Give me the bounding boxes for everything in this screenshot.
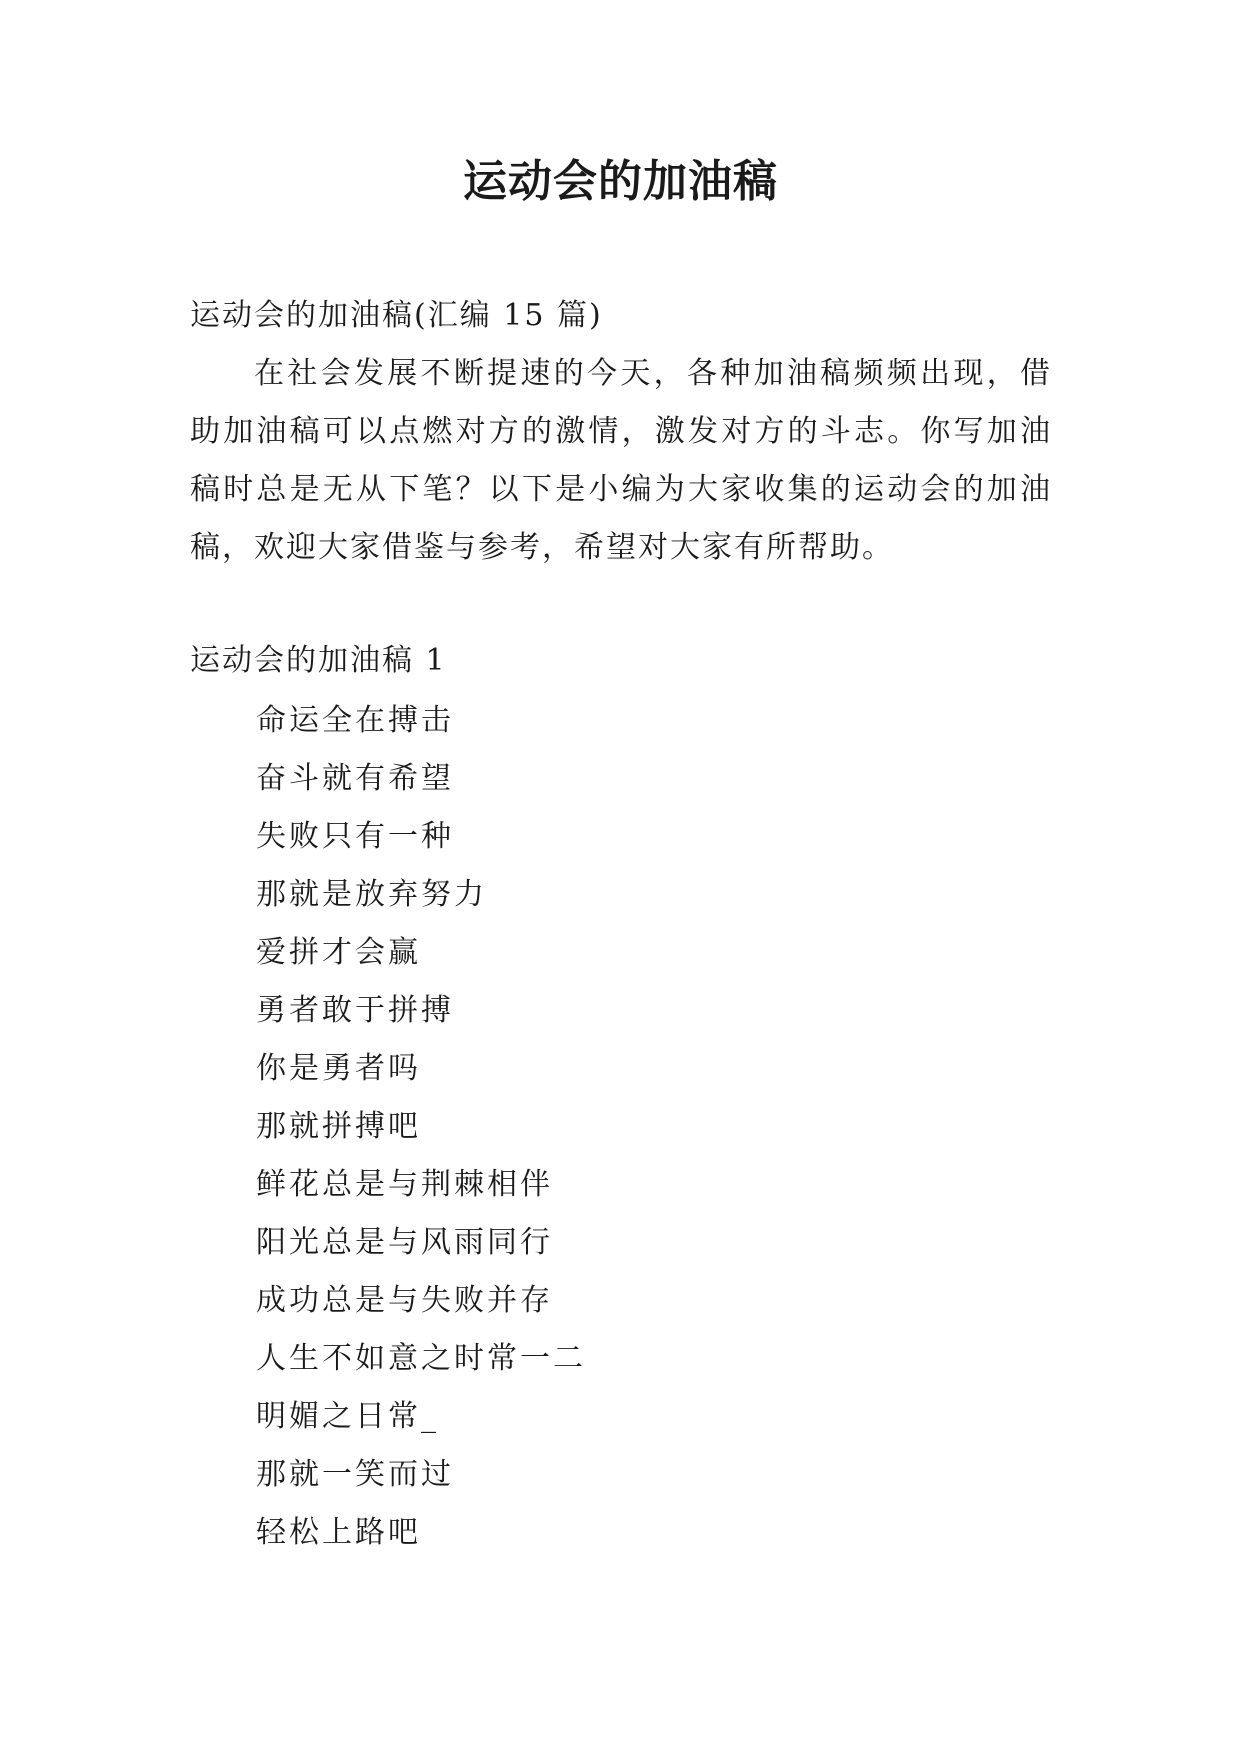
poem-line: 命运全在搏击: [256, 703, 454, 738]
poem-line: 阳光总是与风雨同行: [256, 1225, 553, 1260]
document-subtitle: 运动会的加油稿(汇编 15 篇): [190, 298, 603, 333]
poem-line: 失败只有一种: [256, 819, 454, 854]
poem-line: 爱拼才会赢: [256, 935, 421, 970]
poem-line: 那就是放弃努力: [256, 877, 487, 912]
poem-line: 你是勇者吗: [256, 1051, 421, 1086]
poem-lines: [256, 692, 586, 1562]
section-heading: 运动会的加油稿 1: [190, 643, 447, 678]
poem-line: 鲜花总是与荆棘相伴: [256, 1167, 553, 1202]
poem-line: 轻松上路吧: [256, 1515, 421, 1550]
document-title: 运动会的加油稿: [463, 156, 778, 207]
intro-paragraph: 在社会发展不断提速的今天，各种加油稿频频出现，借助加油稿可以点燃对方的激情，激发对方的斗志。你写加油稿时总是无从下笔？以下是小编为大家收集的运动会的加油稿，欢迎大家借鉴与参考，希望对大家有所帮助。: [190, 356, 1052, 565]
poem-line: 成功总是与失败并存: [256, 1283, 553, 1318]
poem-line: 人生不如意之时常一二: [256, 1341, 586, 1376]
poem-line: 勇者敢于拼搏: [256, 993, 454, 1028]
poem-line: 奋斗就有希望: [256, 761, 454, 796]
poem-line: 那就拼搏吧: [256, 1109, 421, 1144]
poem-line: 那就一笑而过: [256, 1457, 454, 1492]
poem-line: 明媚之日常_: [256, 1399, 439, 1434]
